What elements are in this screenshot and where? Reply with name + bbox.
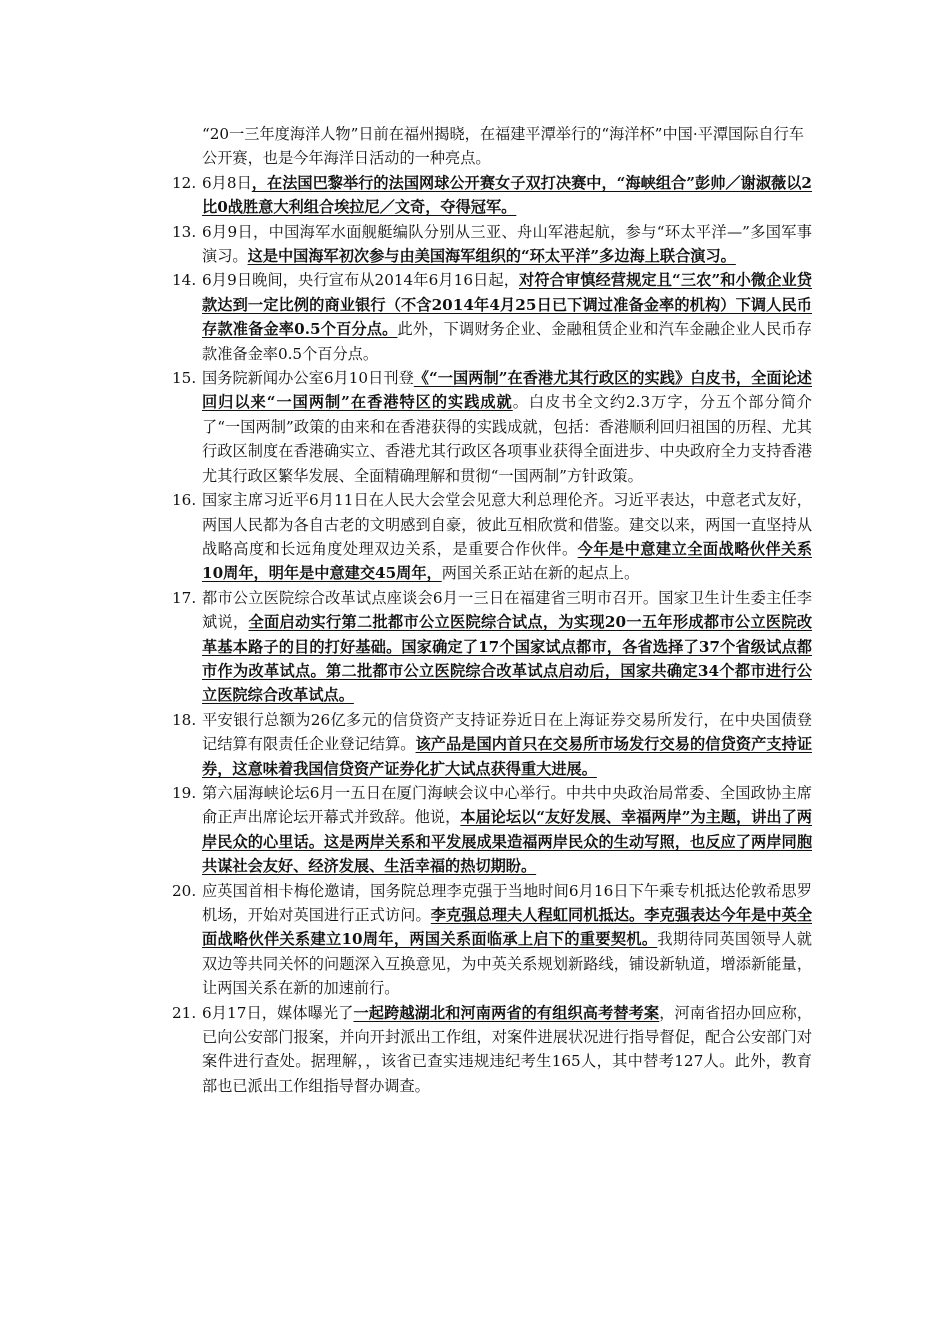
item-number: 17. <box>172 588 197 607</box>
item-segment-text: 国家主席习近平6月11日在人民大会堂会见意大利总理伦齐。习近平表达，中意老式友好，两国人民都为各自古老的文明感到自豪，彼此互相欣赏和借鉴。建交以来，两国一直坚持从战略高度和长远角度处理双边关系，是重要合作伙伴。 <box>202 491 812 558</box>
item-segment-text: 6月9日晚间，央行宣布从2014年6月16日起， <box>202 271 520 290</box>
news-item <box>172 488 812 586</box>
key-point-text: 这是中国海军初次参与由美国海军组织的“环太平洋”多边海上联合演习。 <box>247 247 736 266</box>
item-segment-text: 应英国首相卡梅伦邀请，国务院总理李克强于当地时间6月16日下午乘专机抵达伦敦希思罗机场，开始对英国进行正式访问。 <box>202 881 812 924</box>
item-number: 21. <box>172 1003 197 1022</box>
item-number: 14. <box>172 271 197 290</box>
news-item <box>172 171 812 220</box>
item-text <box>202 879 812 1001</box>
news-item <box>172 879 812 1001</box>
key-point-text: 该产品是国内首只在交易所市场发行交易的信贷资产支持证券，这意味着我国信贷资产证券化扩大试点获得重大进展。 <box>202 735 813 778</box>
item-segment-text: 此外，下调财务企业、金融租赁企业和汽车金融企业人民币存款准备金率0.5个百分点。 <box>202 320 812 363</box>
key-point-text: 李克强总理夫人程虹同机抵达。李克强表达今年是中英全面战略伙伴关系建立10周年，两国关系面临承上启下的重要契机。 <box>202 906 813 949</box>
item-segment-text: 第六届海峡论坛6月一五日在厦门海峡会议中心举行。中共中央政治局常委、全国政协主席俞正声出席论坛开幕式并致辞。他说， <box>202 783 812 827</box>
item-number: 16. <box>172 491 197 510</box>
item-text <box>202 781 812 879</box>
item-number: 12. <box>172 173 197 192</box>
news-item <box>172 781 812 879</box>
key-point-text: 一起跨越湖北和河南两省的有组织高考替考案 <box>353 1003 660 1022</box>
key-point-text: 对符合审慎经营规定且“三农”和小微企业贷款达到一定比例的商业银行（不含2014年4月25日已下调过准备金率的机构）下调人民币存款准备金率0.5个百分点。 <box>202 271 812 339</box>
key-point-text: 《“一国两制”在香港尤其行政区的实践》白皮书，全面论述回归以来“一国两制”在香港特区的实践成就 <box>202 369 812 412</box>
item-number: 13. <box>172 222 197 241</box>
item-number: 18. <box>172 710 197 729</box>
item-segment-text: ，河南省招办回应称，已向公安部门报案，并向开封派出工作组，对案件进展状况进行指导督促，配合公安部门对案件进行查处。据理解，，该省已查实违规违纪考生165人，其中替考127人。此外，教育部也已派出工作组指导督办调查。 <box>202 1003 813 1095</box>
key-point-text: 本届论坛以“友好发展、幸福两岸”为主题，讲出了两岸民众的心里话。这是两岸关系和平发展成果造福两岸民众的生动写照，也反应了两岸同胞共谋社会友好、经济发展、生活幸福的热切期盼。 <box>202 808 812 876</box>
key-point-text: ，在法国巴黎举行的法国网球公开赛女子双打决赛中，“海峡组合”彭帅／谢淑薇以2比0战胜意大利组合埃拉尼／文奇，夺得冠军。 <box>202 173 813 217</box>
news-item <box>172 1001 812 1099</box>
item-segment-text: 。白皮书全文约2.3万字，分五个部分简介了“一国两制”政策的由来和在香港获得的实践成就，包括：香港顺利回归祖国的历程、尤其行政区制度在香港确实立、香港尤其行政区各项事业获得全面进步、中央政府全力支持香港尤其行政区繁华发展、全面精确理解和贯彻“一国两制”方针政策。 <box>202 393 812 485</box>
item-text <box>202 171 812 220</box>
news-item <box>172 268 812 366</box>
news-item <box>172 366 812 488</box>
item-text <box>202 1001 812 1099</box>
intro-paragraph: “20一三年度海洋人物”日前在福州揭晓，在福建平潭举行的“海洋杯”中国·平潭国际自行车公开赛，也是今年海洋日活动的一种亮点。 <box>202 125 804 168</box>
key-point-text: 全面启动实行第二批都市公立医院综合试点，为实现20一五年形成都市公立医院改革基本路子的目的打好基础。国家确定了17个国家试点都市，各省选择了37个省级试点都市作为改革试点。第二批都市公立医院综合改革试点启动后，国家共确定34个都市进行公立医院综合改革试点。 <box>202 613 813 705</box>
item-segment-text: 都市公立医院综合改革试点座谈会6月一三日在福建省三明市召开。国家卫生计生委主任李斌说， <box>202 588 812 632</box>
item-segment-text: 6月17日，媒体曝光了 <box>202 1003 354 1022</box>
item-segment-text: 我期待同英国领导人就双边等共同关怀的问题深入互换意见，为中英关系规划新路线，铺设新轨道，增添新能量，让两国关系在新的加速前行。 <box>202 930 812 998</box>
item-text <box>202 708 812 781</box>
item-segment-text: 6月8日 <box>202 173 252 192</box>
item-number: 15. <box>172 369 197 388</box>
item-text <box>202 488 812 586</box>
news-item <box>172 708 812 781</box>
item-number: 20. <box>172 881 197 900</box>
item-segment-text: 平安银行总额为26亿多元的信贷资产支持证券近日在上海证券交易所发行，在中央国债登记结算有限责任企业登记结算。 <box>202 710 812 754</box>
news-item <box>172 586 812 708</box>
item-number: 19. <box>172 783 197 802</box>
item-segment-text: 6月9日，中国海军水面舰艇编队分别从三亚、舟山军港起航，参与“环太平洋—”多国军事演习。 <box>202 222 812 266</box>
item-text <box>202 366 812 488</box>
item-segment-text: 国务院新闻办公室6月10日刊登 <box>202 369 414 388</box>
key-point-text: 今年是中意建立全面战略伙伴关系10周年，明年是中意建交45周年， <box>202 539 813 583</box>
news-item <box>172 220 812 269</box>
item-text <box>202 586 812 708</box>
item-text <box>202 220 812 269</box>
news-list <box>172 122 812 1098</box>
item-segment-text: 两国关系正站在新的起点上。 <box>441 564 640 583</box>
item-text <box>202 268 812 366</box>
